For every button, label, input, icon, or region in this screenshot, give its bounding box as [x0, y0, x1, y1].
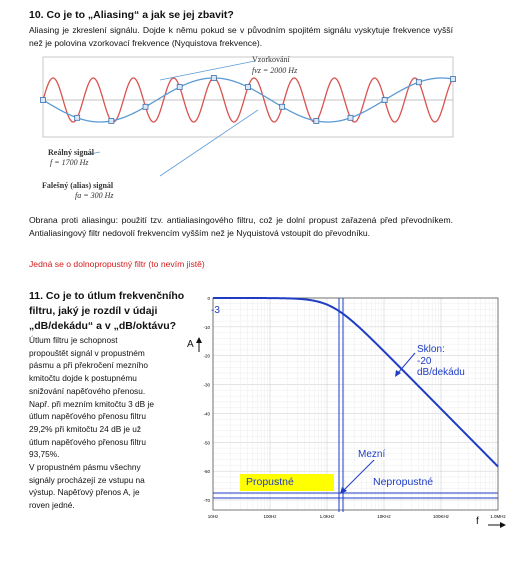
real-signal-freq: f = 1700 Hz: [50, 158, 89, 167]
sample-point: [451, 77, 456, 82]
section-11-title: [29, 289, 199, 334]
aliasing-intro: Aliasing je zkreslení signálu. Dojde k němu pokud se v původním spojitém signálu vyskytuje frekvence vyšší než je polovina vzorkovací frekvence (Nyquistova frekvence).: [29, 25, 453, 49]
body-line: 29,2% při kmitočtu 24 dB je už: [29, 423, 142, 434]
slope-label-line-3: dB/dekádu: [417, 367, 465, 378]
alias-signal-freq: fa = 300 Hz: [75, 191, 114, 200]
sample-point: [348, 115, 353, 120]
sample-point: [314, 118, 319, 123]
minus-3-label: -3: [211, 305, 220, 316]
sample-point: [416, 80, 421, 85]
x-tick-label: 1.0MHz: [490, 514, 506, 519]
response-curve: [213, 298, 498, 467]
y-tick-label: -50: [203, 440, 210, 446]
x-tick-label: 100KHz: [432, 514, 450, 519]
body-line: kmitočtu dojde k postupnému: [29, 373, 137, 384]
body-line: snižování napěťového přenosu.: [29, 385, 146, 396]
body-line: signály procházejí ze vstupu na: [29, 474, 145, 485]
y-tick-label: 0: [207, 296, 210, 301]
body-line: propouštět signál v propustném: [29, 347, 145, 358]
section-11-body: [29, 334, 201, 512]
body-line: roven jedné.: [29, 500, 75, 511]
antialiasing-text: [29, 214, 453, 240]
sampling-freq: fvz = 2000 Hz: [252, 66, 298, 75]
sample-point: [211, 76, 216, 81]
x-tick-labels: [208, 514, 507, 519]
sample-point: [280, 104, 285, 109]
body-line: pásmu a při překročení mezního: [29, 360, 148, 371]
filter-response-chart: [190, 290, 510, 530]
y-tick-label: -20: [203, 353, 210, 359]
f-axis-arrowhead: [500, 522, 506, 528]
cutoff-arrow: [343, 459, 375, 491]
slope-arrow: [398, 353, 415, 373]
body-line: Útlum filtru je schopnost: [29, 335, 118, 345]
a-axis-label: A: [187, 339, 194, 350]
antialiasing-paragraph: Obrana proti aliasingu: použití tzv. antialiasingového filtru, což je dolní propust zařazená před převodníkem. Antialiasingový filtr nedovolí frekvencím vyšším než je Nyquistová vstoupit do převodníku.: [29, 215, 453, 239]
plot-frame: [43, 57, 453, 137]
sample-point: [177, 85, 182, 90]
body-line: útlum napěťového přenosu filtru: [29, 411, 147, 422]
y-tick-label: -40: [203, 411, 210, 417]
x-tick-label: 100Hz: [263, 514, 277, 519]
body-line: útlum napěťového přenosu filtru: [29, 436, 147, 447]
f-axis-label: f: [476, 516, 479, 527]
sampling-label: Vzorkování: [252, 55, 290, 64]
slope-label-line-2: -20: [417, 355, 432, 367]
a-axis-arrowhead: [196, 337, 202, 343]
section-10-title: 10. Co je to „Aliasing“ a jak se jej zbavit?: [29, 9, 234, 21]
passband-label: Propustné: [240, 474, 334, 491]
sample-point: [75, 115, 80, 120]
y-tick-label: -60: [203, 469, 210, 475]
stopband-label: Nepropustné: [373, 476, 434, 488]
real-signal-label: Reálný signál: [48, 148, 95, 157]
y-tick-labels: [203, 296, 210, 503]
x-tick-label: 1.0KHz: [319, 514, 335, 519]
y-tick-label: -70: [203, 498, 210, 503]
aliasing-diagram: [40, 52, 460, 202]
section-11-title-line-2: filtru, jaký je rozdíl v údaji: [29, 305, 158, 317]
alias-signal-label: Falešný (alias) signál: [42, 181, 114, 190]
slope-label: [417, 344, 465, 379]
sample-point: [143, 104, 148, 109]
slope-label-line-1: Sklon:: [417, 344, 445, 355]
sample-point: [41, 98, 46, 103]
alias-pointer-line: [160, 110, 258, 176]
sampling-pointer-line: [160, 61, 255, 80]
aliasing-wave-plot: [40, 52, 460, 202]
sample-point: [246, 85, 251, 90]
sample-point: [109, 118, 114, 123]
x-tick-label: 10KHz: [377, 514, 391, 519]
body-line: 93,75%.: [29, 449, 60, 460]
section-11-title-line-1: 11. Co je to útlum frekvenčního: [29, 290, 185, 302]
body-line: Např. při mezním kmitočtu 3 dB je: [29, 398, 154, 409]
y-tick-label: -10: [203, 324, 210, 330]
x-tick-label: 10Hz: [207, 514, 219, 519]
y-tick-label: -30: [203, 382, 210, 388]
body-line: V propustném pásmu všechny: [29, 462, 141, 473]
sample-point: [382, 98, 387, 103]
lowpass-note: Jedná se o dolnopropustný filtr (to nevím jistě): [29, 259, 205, 269]
cutoff-label: Mezní: [358, 449, 386, 460]
section-11-title-line-3: „dB/dekádu“ a v „dB/oktávu?: [29, 320, 177, 332]
body-line: výstup. Napěťový přenos A, je: [29, 487, 140, 498]
